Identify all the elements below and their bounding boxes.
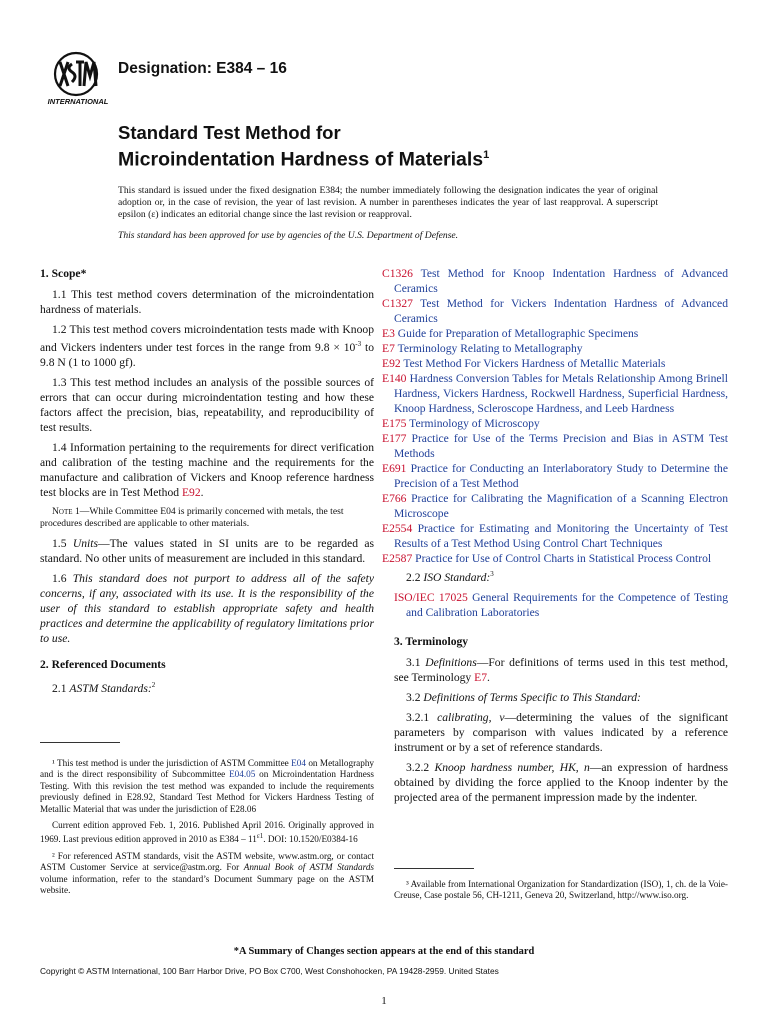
reference-title[interactable]: Hardness Conversion Tables for Metals Relationship Among Brinell Hardness, Vickers Hardness, Rockwell Hardness, Superficial Hardness, Knoop Hardness, Scleroscope Hardness, and Leeb Hardness [394, 372, 728, 415]
reference-code[interactable]: C1327 [382, 297, 413, 310]
reference-code[interactable]: E3 [382, 327, 395, 340]
reference-title[interactable]: Test Method for Knoop Indentation Hardness of Advanced Ceramics [394, 267, 728, 295]
logo-text: INTERNATIONAL [47, 97, 109, 106]
left-column [40, 266, 374, 701]
designation: Designation: E384 – 16 [118, 60, 287, 77]
reference-title[interactable]: Practice for Use of the Terms Precision and Bias in ASTM Test Methods [394, 432, 728, 460]
reference-item[interactable] [382, 356, 728, 371]
para-2-1: 2.1 ASTM Standards:$^2$ [52, 680, 156, 695]
footnote-1-edition: Current edition approved Feb. 1, 2016. Published April 2016. Originally approved in 1969. Last previous edition approved in 2010 as $E384 - 11^{\varepsilon 1}$. DOI: 10.1520/E0384-16 [40, 820, 374, 845]
reference-item[interactable] [382, 266, 728, 296]
reference-item[interactable] [382, 416, 728, 431]
right-column [382, 266, 729, 810]
reference-item[interactable] [382, 521, 728, 551]
terminology-heading: 3. Terminology [394, 634, 469, 648]
reference-title[interactable]: Terminology Relating to Metallography [394, 342, 583, 355]
reference-code[interactable]: E140 [382, 372, 407, 385]
para-1-5: 1.5 Units—The values stated in SI units are to be regarded as standard. No other units of measurement are included in this standard. [40, 536, 375, 565]
para-1-4: 1.4 Information pertaining to the requirements for direct verification and calibration of the testing machine and the requirements for the manufacture and calibration of Vickers and Knoop reference hardness test blocks are in Test Method E92. [40, 440, 374, 499]
para-1-1: 1.1 This test method covers determination of the microindentation hardness of materials. [40, 288, 374, 316]
title-line-2 [118, 144, 489, 171]
page-title [118, 122, 489, 171]
para-1-6: 1.6 This standard does not purport to address all of the safety concerns, if any, associated with its use. It is the responsibility of the user of this standard to establish appropriate safety and health practices and determine the applicability of regulatory limitations prior to use. [40, 571, 374, 645]
para-1-2: 1.2 This test method covers microindentation tests made with Knoop and Vickers indenters under test forces in the range from $9.8 \times 10^{-3}$ to 9.8 N (1 to 1000 gf). [40, 323, 374, 369]
title-line-1: Standard Test Method for [118, 122, 341, 143]
copyright: Copyright © ASTM International, 100 Barr Harbor Drive, PO Box C700, West Conshohocken, PA 19428-2959. United States [40, 966, 499, 976]
reference-title[interactable]: Practice for Estimating and Monitoring the Uncertainty of Test Results of a Test Method Using Control Chart Techniques [394, 522, 728, 550]
astm-logo-icon [46, 50, 110, 108]
para-1-3: 1.3 This test method includes an analysis of the possible sources of errors that can occur during microindentation testing and how these factors affect the precision, bias, repeatability, and reproducibility of test results. [40, 375, 374, 434]
reference-code[interactable]: E691 [382, 462, 407, 475]
footnote-1: ¹ This test method is under the jurisdiction of ASTM Committee E04 on Metallography and is the direct responsibility of Subcommittee E04.05 on Microindentation Hardness Testing. With this revision the test method was expanded to include the requirements previously defined in E28.92, Standard Test Method for Vickers Hardness Testing of Metallic Material that was under the jurisdiction of E28.06 [40, 758, 375, 814]
reference-item[interactable] [382, 341, 728, 356]
footnote-divider [40, 742, 120, 743]
para-3-2: 3.2 Definitions of Terms Specific to This Standard: [406, 690, 641, 704]
reference-title[interactable]: Test Method for Vickers Indentation Hardness of Advanced Ceramics [394, 297, 728, 325]
reference-title[interactable]: Practice for Conducting an Interlaboratory Study to Determine the Precision of a Test Method [394, 462, 728, 490]
reference-list [382, 266, 728, 566]
reference-code[interactable]: E175 [382, 417, 407, 430]
scope-heading: 1. Scope* [40, 267, 87, 280]
reference-iso[interactable]: ISO/IEC 17025 General Requirements for the Competence of Testing and Calibration Laboratories [394, 590, 728, 619]
reference-item[interactable] [382, 296, 728, 326]
intro-text: This standard is issued under the fixed designation E384; the number immediately following the designation indicates the year of original adoption or, in the case of revision, the year of last revision. A number in parentheses indicates the year of last reapproval. A superscript epsilon (ε) indicates an editorial change since the last revision or reapproval. [118, 185, 658, 220]
reference-title[interactable]: Terminology of Microscopy [406, 417, 540, 430]
title-footnote-mark: 1 [483, 149, 490, 161]
para-2-2: 2.2 ISO Standard:$^3$ [406, 570, 494, 584]
reference-code[interactable]: E7 [382, 342, 395, 355]
footnote-2: ² For referenced ASTM standards, visit the ASTM website, www.astm.org, or contact ASTM Customer Service at service@astm.org. For Annual Book of ASTM Standards volume information, refer to the standard’s Document Summary page on the ASTM website. [40, 850, 374, 896]
footnote-divider-right [394, 868, 474, 869]
reference-code[interactable]: C1326 [382, 267, 413, 280]
reference-code[interactable]: E2554 [382, 522, 413, 535]
reference-item[interactable] [382, 551, 728, 566]
reference-code[interactable]: E177 [382, 432, 407, 445]
title-text: Microindentation Hardness of Materials [118, 148, 484, 171]
footnote-3-text: ³ Available from International Organization for Standardization (ISO), 1, ch. de la Voie-Creuse, Case postale 56, CH-1211, Geneva 20, Switzerland, http://www.iso.org. [394, 879, 728, 901]
reference-item[interactable] [382, 461, 728, 491]
dod-note: This standard has been approved for use by agencies of the U.S. Department of Defense. [118, 230, 459, 241]
reference-item[interactable] [382, 326, 728, 341]
reference-code[interactable]: E92 [382, 357, 401, 370]
summary-note: *A Summary of Changes section appears at the end of this standard [233, 946, 535, 957]
reference-title[interactable]: Test Method For Vickers Hardness of Metallic Materials [400, 357, 666, 370]
link-e04-05[interactable]: E04.05 [229, 769, 256, 780]
para-3-2-1: 3.2.1 calibrating, v—determining the values of the significant parameters by comparison with values indicated by a reference instrument or by a set of reference standards. [394, 710, 728, 754]
footnotes-left [40, 758, 374, 902]
para-3-2-2: 3.2.2 Knoop hardness number, HK, n—an expression of hardness obtained by dividing the force applied to the Knoop indenter by the projected area of the permanent impression made by the indenter. [394, 760, 728, 804]
reference-item[interactable] [382, 491, 728, 521]
reference-title[interactable]: Guide for Preparation of Metallographic Specimens [394, 327, 639, 340]
reference-item[interactable] [382, 431, 728, 461]
footnote-3 [394, 879, 728, 907]
link-e04[interactable]: E04 [291, 758, 306, 768]
link-e92[interactable]: E92 [181, 485, 201, 499]
reference-title[interactable]: Practice for Use of Control Charts in Statistical Process Control [412, 552, 712, 565]
page-number: 1 [381, 995, 387, 1007]
reference-title[interactable]: Practice for Calibrating the Magnification of a Scanning Electron Microscope [394, 492, 728, 520]
reference-code[interactable]: E2587 [382, 552, 413, 565]
para-3-1: 3.1 Definitions—For definitions of terms used in this test method, see Terminology E7. [394, 655, 729, 684]
note-1: Note 1—While Committee E04 is primarily concerned with metals, the test procedures described are applicable to other materials. [40, 505, 344, 529]
reference-item[interactable] [382, 371, 728, 416]
reference-code[interactable]: E766 [382, 492, 407, 505]
refdocs-heading: 2. Referenced Documents [40, 657, 166, 671]
link-e7[interactable]: E7 [474, 670, 488, 684]
